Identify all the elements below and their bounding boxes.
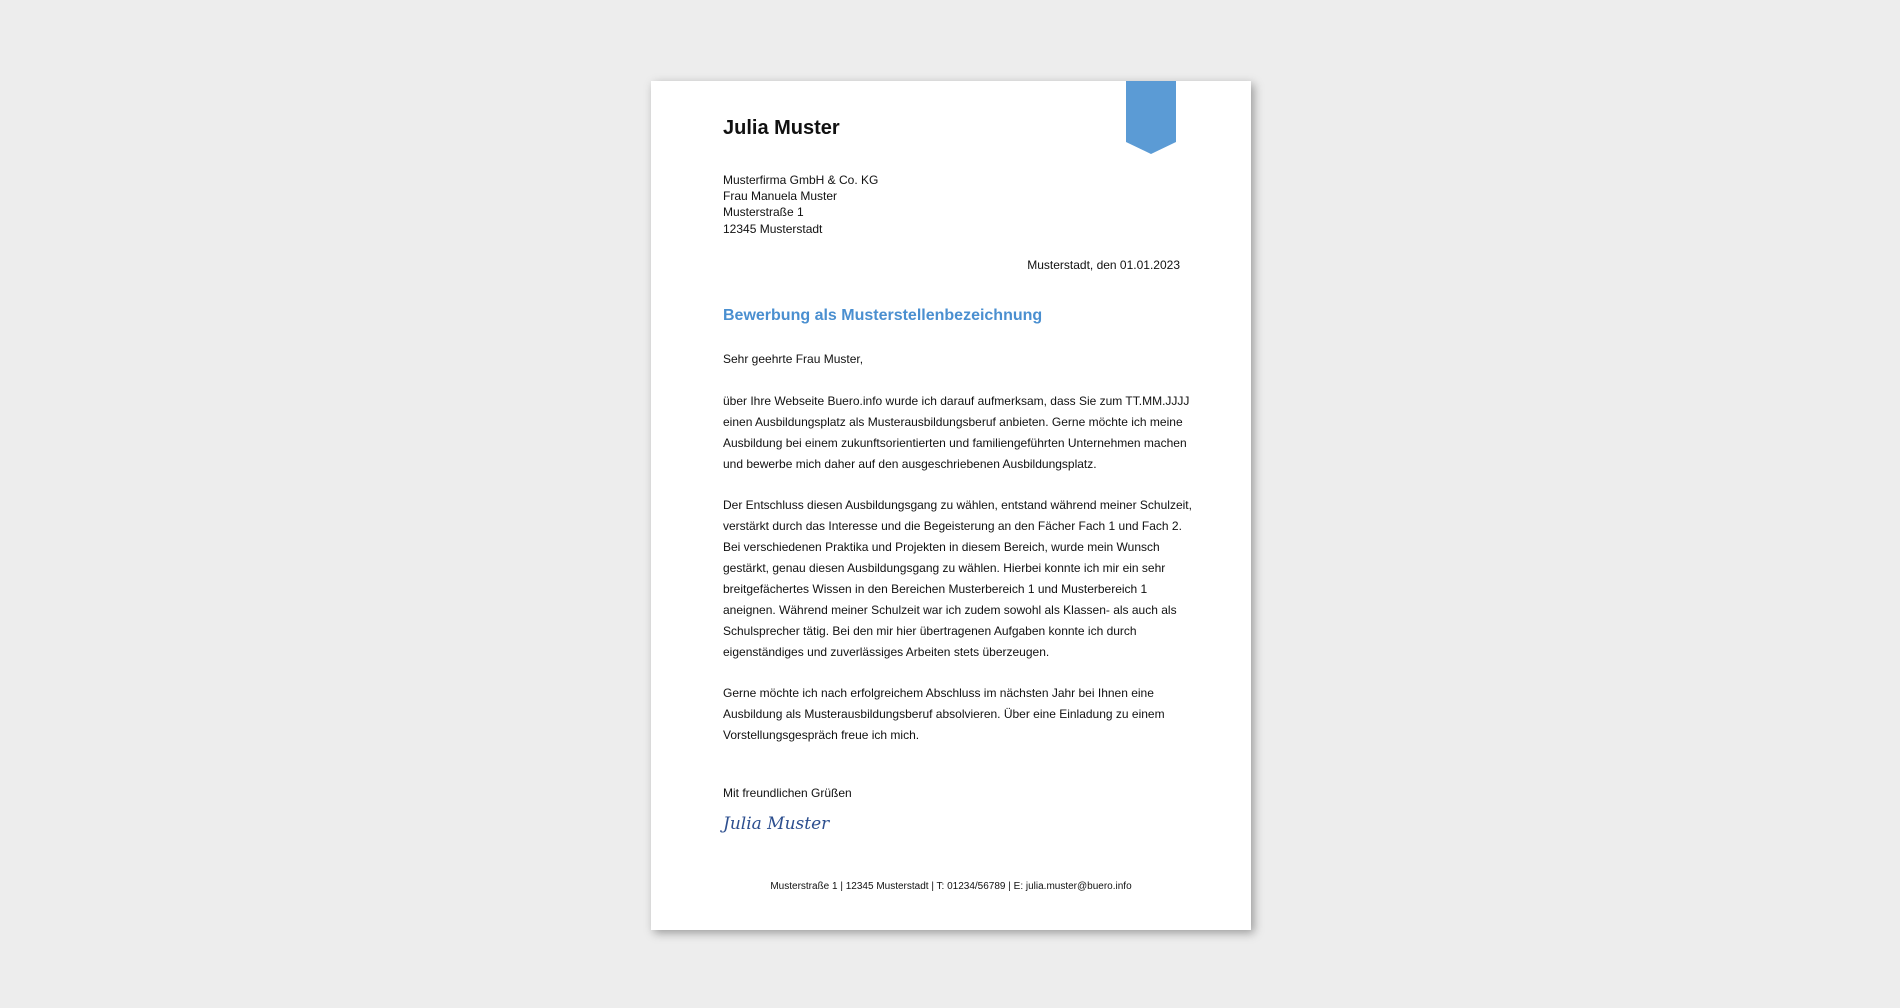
recipient-address bbox=[723, 172, 878, 237]
letter-body bbox=[723, 349, 1193, 767]
footer-contact-line: Musterstraße 1 | 12345 Musterstadt | T: 01234/56789 | E: julia.muster@buero.info bbox=[770, 881, 1132, 892]
recipient-city: 12345 Musterstadt bbox=[723, 221, 823, 236]
subject-line: Bewerbung als Musterstellenbezeichnung bbox=[723, 307, 1043, 324]
body-paragraph: Gerne möchte ich nach erfolgreichem Abschluss im nächsten Jahr bei Ihnen eine Ausbildung als Musterausbildungsberuf absolvieren. Über eine Einladung zu einem Vorstellungsgespräch freue ich mich. bbox=[723, 686, 1165, 743]
bookmark-ribbon-icon bbox=[1126, 81, 1176, 154]
signature: Julia Muster bbox=[723, 814, 830, 834]
recipient-contact: Frau Manuela Muster bbox=[723, 189, 838, 204]
sender-name: Julia Muster bbox=[723, 117, 840, 139]
recipient-company: Musterfirma GmbH & Co. KG bbox=[723, 173, 879, 187]
recipient-street: Musterstraße 1 bbox=[723, 205, 804, 220]
closing: Mit freundlichen Grüßen bbox=[723, 786, 852, 800]
body-paragraph: Der Entschluss diesen Ausbildungsgang zu wählen, entstand während meiner Schulzeit, verstärkt durch das Interesse und die Begeisterung an den Fächer Fach 1 und Fach 2. Bei verschiedenen Praktika und Projekten in diesem Bereich, wurde mein Wunsch gestärkt, genau diesen Ausbildungsgang zu wählen. Hierbei konnte ich mir ein sehr breitgefächertes Wissen in den Bereichen Musterbereich 1 und Musterbereich 1 aneignen. Während meiner Schulzeit war ich zudem sowohl als Klassen- als auch als Schulsprecher tätig. Bei den mir hier übertragenen Aufgaben konnte ich durch eigenständiges und zuverlässiges Arbeiten stets überzeugen. bbox=[723, 498, 1192, 659]
letter-page bbox=[651, 81, 1251, 930]
salutation: Sehr geehrte Frau Muster, bbox=[723, 352, 864, 366]
date-line: Musterstadt, den 01.01.2023 bbox=[1027, 258, 1180, 272]
body-paragraph: über Ihre Webseite Buero.info wurde ich darauf aufmerksam, dass Sie zum TT.MM.JJJJ einen Ausbildungsplatz als Musterausbildungsberuf anbieten. Gerne möchte ich meine Ausbildung bei einem zukunftsorientierten und familiengeführten Unternehmen machen und bewerbe mich daher auf den ausgeschriebenen Ausbildungsplatz. bbox=[723, 393, 1190, 471]
